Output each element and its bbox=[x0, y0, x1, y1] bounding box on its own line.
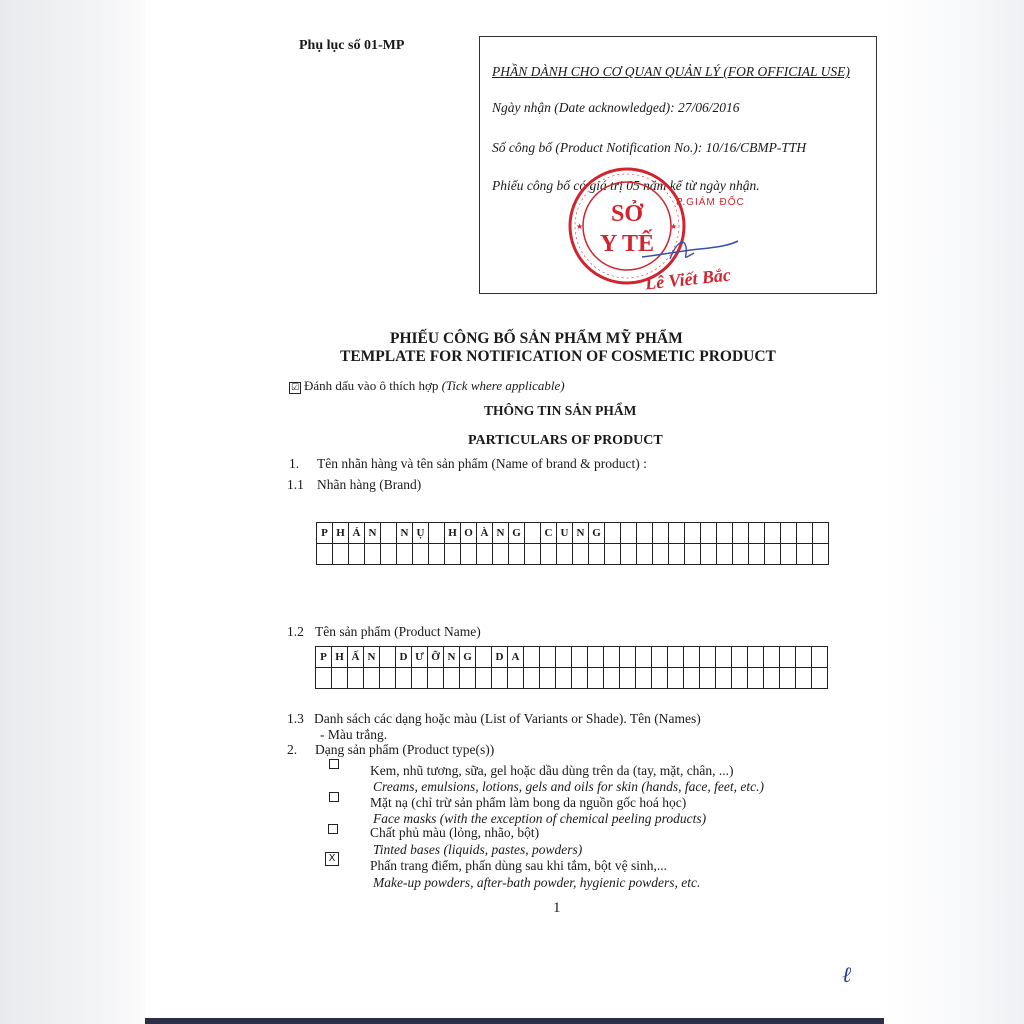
grid-cell bbox=[637, 544, 653, 565]
grid-cell bbox=[749, 523, 765, 544]
grid-cell bbox=[333, 544, 349, 565]
grid-cell bbox=[653, 544, 669, 565]
item-2-text: Dạng sản phẩm (Product type(s)) bbox=[315, 742, 495, 757]
grid-cell bbox=[636, 668, 652, 689]
svg-text:SỞ: SỞ bbox=[610, 201, 644, 227]
grid-cell bbox=[509, 544, 525, 565]
grid-cell bbox=[652, 668, 668, 689]
brand-grid-row-2 bbox=[317, 544, 829, 565]
product-type-en-0: Creams, emulsions, lotions, gels and oils for skin (hands, face, feet, etc.) bbox=[373, 779, 764, 794]
grid-cell bbox=[524, 647, 540, 668]
scan-bottom-edge bbox=[145, 1018, 884, 1024]
brand-grid-row-1 bbox=[317, 523, 829, 544]
grid-cell bbox=[764, 668, 780, 689]
grid-cell bbox=[556, 668, 572, 689]
grid-cell bbox=[749, 544, 765, 565]
grid-cell: G bbox=[589, 523, 605, 544]
item-1-text: Tên nhãn hàng và tên sản phẩm (Name of brand & product) : bbox=[317, 456, 647, 471]
deputy-director-label: P.GIÁM ĐỐC bbox=[676, 197, 745, 208]
appendix-label: Phụ lục số 01-MP bbox=[299, 38, 405, 53]
grid-cell bbox=[732, 647, 748, 668]
product-type-en-2: Tinted bases (liquids, pastes, powders) bbox=[373, 842, 583, 857]
grid-cell bbox=[588, 668, 604, 689]
grid-cell bbox=[813, 544, 829, 565]
grid-cell bbox=[524, 668, 540, 689]
grid-cell: Ụ bbox=[413, 523, 429, 544]
grid-cell bbox=[748, 668, 764, 689]
grid-cell: N bbox=[493, 523, 509, 544]
product-type-en-3: Make-up powders, after-bath powder, hygienic powders, etc. bbox=[373, 875, 701, 890]
grid-cell: Ấ bbox=[348, 647, 364, 668]
grid-cell bbox=[381, 523, 397, 544]
grid-cell: H bbox=[445, 523, 461, 544]
grid-cell bbox=[429, 544, 445, 565]
grid-cell: N bbox=[397, 523, 413, 544]
grid-cell bbox=[653, 523, 669, 544]
product-type-vi-1: Mặt nạ (chỉ trừ sản phẩm làm bong da nguồn gốc hoá học) bbox=[370, 795, 687, 810]
grid-cell: P bbox=[316, 647, 332, 668]
grid-cell: Ỡ bbox=[428, 647, 444, 668]
grid-cell: Á bbox=[349, 523, 365, 544]
handwritten-initial: ℓ bbox=[842, 962, 852, 987]
item-1-2-number: 1.2 bbox=[287, 624, 304, 639]
svg-text:★: ★ bbox=[576, 222, 584, 231]
red-seal-stamp bbox=[566, 165, 688, 287]
product-grid-row-2 bbox=[316, 668, 828, 689]
item-1-1-text: Nhãn hàng (Brand) bbox=[317, 477, 422, 492]
item-1-1-number: 1.1 bbox=[287, 477, 304, 492]
grid-cell bbox=[429, 523, 445, 544]
title-vietnamese: PHIẾU CÔNG BỐ SẢN PHẨM MỸ PHẨM bbox=[390, 330, 683, 347]
grid-cell bbox=[332, 668, 348, 689]
grid-cell bbox=[349, 544, 365, 565]
grid-cell bbox=[764, 647, 780, 668]
grid-cell bbox=[684, 668, 700, 689]
product-type-vi-3: Phấn trang điểm, phấn dùng sau khi tắm, bột vệ sinh,... bbox=[370, 858, 667, 873]
grid-cell: G bbox=[509, 523, 525, 544]
grid-cell bbox=[317, 544, 333, 565]
item-2-number: 2. bbox=[287, 742, 298, 757]
grid-cell bbox=[733, 544, 749, 565]
grid-cell bbox=[637, 523, 653, 544]
grid-cell bbox=[589, 544, 605, 565]
product-type-en-1: Face masks (with the exception of chemical peeling products) bbox=[373, 811, 707, 826]
svg-text:Y TẾ: Y TẾ bbox=[599, 231, 655, 257]
grid-cell bbox=[813, 523, 829, 544]
grid-cell bbox=[557, 544, 573, 565]
grid-cell bbox=[780, 647, 796, 668]
svg-text:★: ★ bbox=[670, 222, 678, 231]
grid-cell bbox=[476, 668, 492, 689]
checked-box-icon: ☑ bbox=[290, 383, 300, 393]
grid-cell: C bbox=[541, 523, 557, 544]
grid-cell bbox=[685, 523, 701, 544]
grid-cell: O bbox=[461, 523, 477, 544]
official-use-box bbox=[479, 36, 877, 294]
grid-cell: N bbox=[364, 647, 380, 668]
grid-cell bbox=[732, 668, 748, 689]
grid-cell bbox=[652, 647, 668, 668]
item-1-2-text: Tên sản phẩm (Product Name) bbox=[315, 624, 481, 639]
product-type-vi-0: Kem, nhũ tương, sữa, gel hoặc dầu dùng trên da (tay, mặt, chân, ...) bbox=[370, 763, 734, 778]
grid-cell bbox=[684, 647, 700, 668]
grid-cell bbox=[620, 668, 636, 689]
grid-cell bbox=[540, 647, 556, 668]
grid-cell bbox=[604, 647, 620, 668]
grid-cell bbox=[380, 668, 396, 689]
brand-grid bbox=[316, 522, 829, 565]
grid-cell bbox=[781, 544, 797, 565]
grid-cell: H bbox=[333, 523, 349, 544]
grid-cell bbox=[461, 544, 477, 565]
item-1-3-number: 1.3 bbox=[287, 711, 304, 726]
grid-cell bbox=[781, 523, 797, 544]
grid-cell bbox=[797, 544, 813, 565]
grid-cell bbox=[348, 668, 364, 689]
grid-cell: H bbox=[332, 647, 348, 668]
grid-cell bbox=[796, 668, 812, 689]
product-type-checkbox-3[interactable]: X bbox=[325, 852, 339, 866]
grid-cell bbox=[668, 668, 684, 689]
scan-left-margin bbox=[0, 0, 145, 1024]
grid-cell bbox=[621, 523, 637, 544]
grid-cell bbox=[716, 647, 732, 668]
grid-cell bbox=[476, 647, 492, 668]
product-grid-row-1 bbox=[316, 647, 828, 668]
signature-name: Lê Viết Bắc bbox=[644, 264, 732, 294]
grid-cell: P bbox=[317, 523, 333, 544]
grid-cell bbox=[604, 668, 620, 689]
grid-cell bbox=[668, 647, 684, 668]
notification-number: Số công bố (Product Notification No.): 10/16/CBMP-TTH bbox=[492, 140, 807, 155]
validity-note: Phiếu công bố có giá trị 05 năm kể từ ngày nhận. bbox=[492, 178, 760, 193]
grid-cell bbox=[748, 647, 764, 668]
grid-cell bbox=[397, 544, 413, 565]
grid-cell bbox=[525, 544, 541, 565]
grid-cell bbox=[588, 647, 604, 668]
grid-cell bbox=[380, 647, 396, 668]
grid-cell bbox=[621, 544, 637, 565]
item-1-number: 1. bbox=[289, 456, 300, 471]
grid-cell bbox=[717, 523, 733, 544]
title-english: TEMPLATE FOR NOTIFICATION OF COSMETIC PRODUCT bbox=[340, 348, 776, 365]
grid-cell bbox=[381, 544, 397, 565]
grid-cell bbox=[812, 668, 828, 689]
grid-cell: N bbox=[573, 523, 589, 544]
product-type-checkbox-1[interactable] bbox=[329, 792, 339, 802]
grid-cell bbox=[700, 668, 716, 689]
grid-cell: À bbox=[477, 523, 493, 544]
grid-cell bbox=[493, 544, 509, 565]
grid-cell bbox=[444, 668, 460, 689]
grid-cell: D bbox=[396, 647, 412, 668]
grid-cell bbox=[685, 544, 701, 565]
grid-cell bbox=[492, 668, 508, 689]
grid-cell bbox=[780, 668, 796, 689]
grid-cell bbox=[541, 544, 557, 565]
product-name-grid bbox=[315, 646, 828, 689]
variant-shade: - Màu trắng. bbox=[320, 727, 388, 742]
section-title-vi: THÔNG TIN SẢN PHẨM bbox=[484, 403, 637, 418]
section-title-en: PARTICULARS OF PRODUCT bbox=[468, 433, 663, 448]
grid-cell bbox=[701, 523, 717, 544]
tick-note-en: (Tick where applicable) bbox=[441, 378, 565, 393]
official-use-heading: PHẦN DÀNH CHO CƠ QUAN QUẢN LÝ (FOR OFFICIAL USE) bbox=[492, 64, 850, 79]
grid-cell bbox=[605, 544, 621, 565]
grid-cell bbox=[572, 668, 588, 689]
grid-cell: Ư bbox=[412, 647, 428, 668]
grid-cell bbox=[636, 647, 652, 668]
grid-cell bbox=[716, 668, 732, 689]
grid-cell bbox=[573, 544, 589, 565]
product-type-checkbox-0[interactable] bbox=[329, 759, 339, 769]
grid-cell bbox=[700, 647, 716, 668]
page-number: 1 bbox=[553, 900, 561, 916]
grid-cell bbox=[316, 668, 332, 689]
grid-cell bbox=[460, 668, 476, 689]
grid-cell bbox=[797, 523, 813, 544]
grid-cell bbox=[765, 544, 781, 565]
grid-cell bbox=[717, 544, 733, 565]
grid-cell bbox=[765, 523, 781, 544]
scan-right-margin bbox=[884, 0, 1024, 1024]
grid-cell bbox=[556, 647, 572, 668]
grid-cell bbox=[572, 647, 588, 668]
grid-cell: U bbox=[557, 523, 573, 544]
grid-cell: N bbox=[365, 523, 381, 544]
grid-cell bbox=[701, 544, 717, 565]
grid-cell bbox=[669, 523, 685, 544]
grid-cell: D bbox=[492, 647, 508, 668]
grid-cell bbox=[412, 668, 428, 689]
date-acknowledged: Ngày nhận (Date acknowledged): 27/06/2016 bbox=[492, 100, 740, 115]
grid-cell bbox=[428, 668, 444, 689]
grid-cell bbox=[812, 647, 828, 668]
grid-cell bbox=[605, 523, 621, 544]
grid-cell: A bbox=[508, 647, 524, 668]
grid-cell bbox=[477, 544, 493, 565]
grid-cell bbox=[796, 647, 812, 668]
grid-cell bbox=[525, 523, 541, 544]
grid-cell: N bbox=[444, 647, 460, 668]
grid-cell bbox=[669, 544, 685, 565]
grid-cell bbox=[364, 668, 380, 689]
grid-cell bbox=[445, 544, 461, 565]
signature-stroke bbox=[640, 233, 740, 263]
grid-cell bbox=[365, 544, 381, 565]
tick-note-vi: Đánh dấu vào ô thích hợp bbox=[304, 378, 439, 393]
grid-cell bbox=[508, 668, 524, 689]
item-1-3-text: Danh sách các dạng hoặc màu (List of Variants or Shade). Tên (Names) bbox=[314, 711, 701, 726]
tick-instruction bbox=[289, 378, 565, 394]
grid-cell bbox=[396, 668, 412, 689]
grid-cell bbox=[540, 668, 556, 689]
grid-cell bbox=[620, 647, 636, 668]
grid-cell bbox=[413, 544, 429, 565]
grid-cell bbox=[733, 523, 749, 544]
product-type-checkbox-2[interactable] bbox=[328, 824, 338, 834]
grid-cell: G bbox=[460, 647, 476, 668]
product-type-vi-2: Chất phủ màu (lỏng, nhão, bột) bbox=[370, 825, 540, 840]
